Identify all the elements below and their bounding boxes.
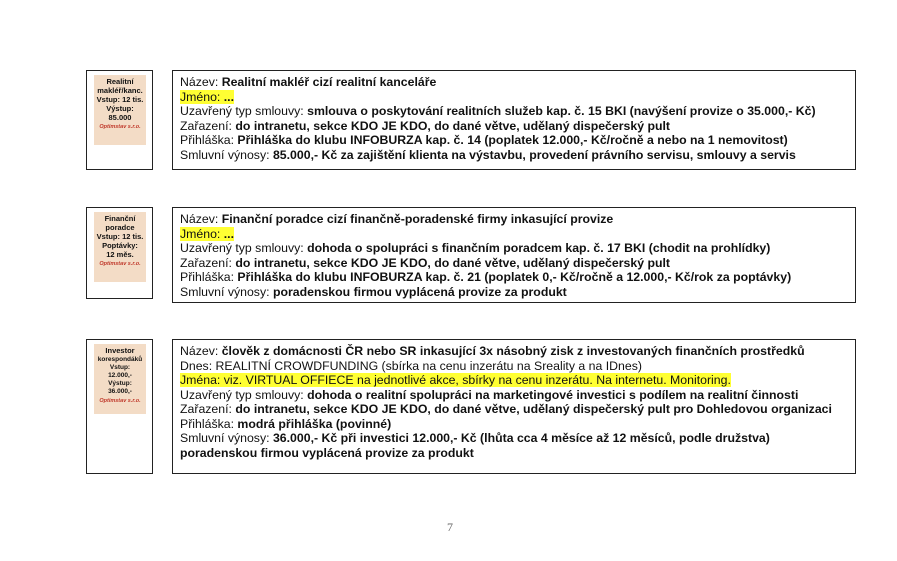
row-placement: Zařazení: do intranetu, sekce KDO JE KDO, do dané větve, udělaný dispečerský pult — [180, 255, 670, 270]
row-jmena: Jména: viz. VIRTUAL OFFIECE na jednotlivé akce, sbírky na cenu inzerátu. Na internetu. Monitoring. — [180, 373, 731, 387]
thumb-text: Vstup: 12 tis. — [96, 95, 144, 104]
thumbnail-image — [94, 344, 146, 414]
row-income: Smluvní výnosy: 85.000,- Kč za zajištění klienta na výstavbu, provedení právního servisu, smlouvy a servis — [180, 147, 796, 162]
row-income-cont: poradenskou firmou vyplácená provize za produkt — [180, 445, 474, 460]
row-name: Název: Realitní makléř cizí realitní kanceláře — [180, 75, 437, 89]
thumb-text: 12 měs. — [106, 250, 134, 259]
thumbnail-image — [94, 212, 146, 282]
thumbnail-image — [94, 75, 146, 145]
row-jmeno: Jméno: ... — [180, 89, 234, 104]
thumb-text: Poptávky: — [102, 241, 138, 250]
thumb-text: 85.000 — [108, 113, 132, 122]
row-contract: Uzavřený typ smlouvy: smlouva o poskytování realitních služeb kap. č. 15 BKI (navýšení provize o 35.000,- Kč) — [180, 104, 816, 118]
row-placement: Zařazení: do intranetu, sekce KDO JE KDO, do dané větve, udělaný dispečerský pult pro Dohledovou organizaci — [180, 402, 832, 416]
thumb-text: Investor — [105, 346, 135, 355]
row-placement: Zařazení: do intranetu, sekce KDO JE KDO, do dané větve, udělaný dispečerský pult — [180, 118, 670, 133]
row-application: Přihláška: Přihláška do klubu INFOBURZA kap. č. 14 (poplatek 12.000,- Kč/ročně a nebo na 1 nemovitost) — [180, 133, 788, 147]
card-thumbnail — [86, 70, 153, 170]
row-contract: Uzavřený typ smlouvy: dohoda o spolupráci s finančním poradcem kap. č. 17 BKI (chodit na prohlídky) — [180, 241, 771, 255]
info-card — [172, 339, 856, 474]
row-jmeno: Jméno: ... — [180, 226, 234, 241]
thumb-text: Výstup: — [106, 104, 134, 113]
card-thumbnail — [86, 339, 153, 474]
row-contract: Uzavřený typ smlouvy: dohoda o realitní spolupráci na marketingové investici s podílem na realitní činnosti — [180, 387, 799, 402]
row-income: Smluvní výnosy: 36.000,- Kč při investici 12.000,- Kč (lhůta cca 4 měsíce až 12 měsíců, podle družstva) — [180, 431, 770, 445]
info-card — [172, 70, 856, 170]
row-name: Název: Finanční poradce cizí finančně-poradenské firmy inkasující provize — [180, 212, 614, 226]
thumb-text: Vstup: 12 tis. — [96, 232, 144, 241]
thumb-text: Realitní — [106, 77, 134, 86]
thumb-text: 12.000,- — [108, 372, 132, 379]
row-application: Přihláška: modrá přihláška (povinné) — [180, 416, 392, 431]
thumb-brand: Optimstav s.r.o. — [99, 261, 141, 267]
thumb-brand: Optimstav s.r.o. — [99, 124, 141, 130]
card-thumbnail — [86, 207, 153, 299]
info-card — [172, 207, 856, 303]
row-name: Název: člověk z domácnosti ČR nebo SR inkasující 3x násobný zisk z investovaných finančních prostředků — [180, 344, 805, 358]
row-today: Dnes: REALITNÍ CROWDFUNDING (sbírka na cenu inzerátu na Sreality a na IDnes) — [180, 358, 642, 373]
thumb-brand: Optimstav s.r.o. — [99, 398, 141, 404]
row-application: Přihláška: Přihláška do klubu INFOBURZA kap. č. 21 (poplatek 0,- Kč/ročně a 12.000,- Kč/rok za poptávky) — [180, 270, 792, 284]
row-income: Smluvní výnosy: poradenskou firmou vyplácená provize za produkt — [180, 284, 567, 299]
thumb-text: Finanční — [104, 214, 136, 223]
thumb-text: Vstup: — [109, 364, 131, 371]
thumb-text: Výstup: — [108, 380, 132, 387]
page-number: 7 — [447, 520, 453, 534]
thumb-text: korespondáků — [97, 356, 143, 363]
thumb-text: makléř/kanc. — [97, 86, 143, 95]
thumb-text: 36.000,- — [108, 388, 132, 395]
thumb-text: poradce — [105, 223, 135, 232]
